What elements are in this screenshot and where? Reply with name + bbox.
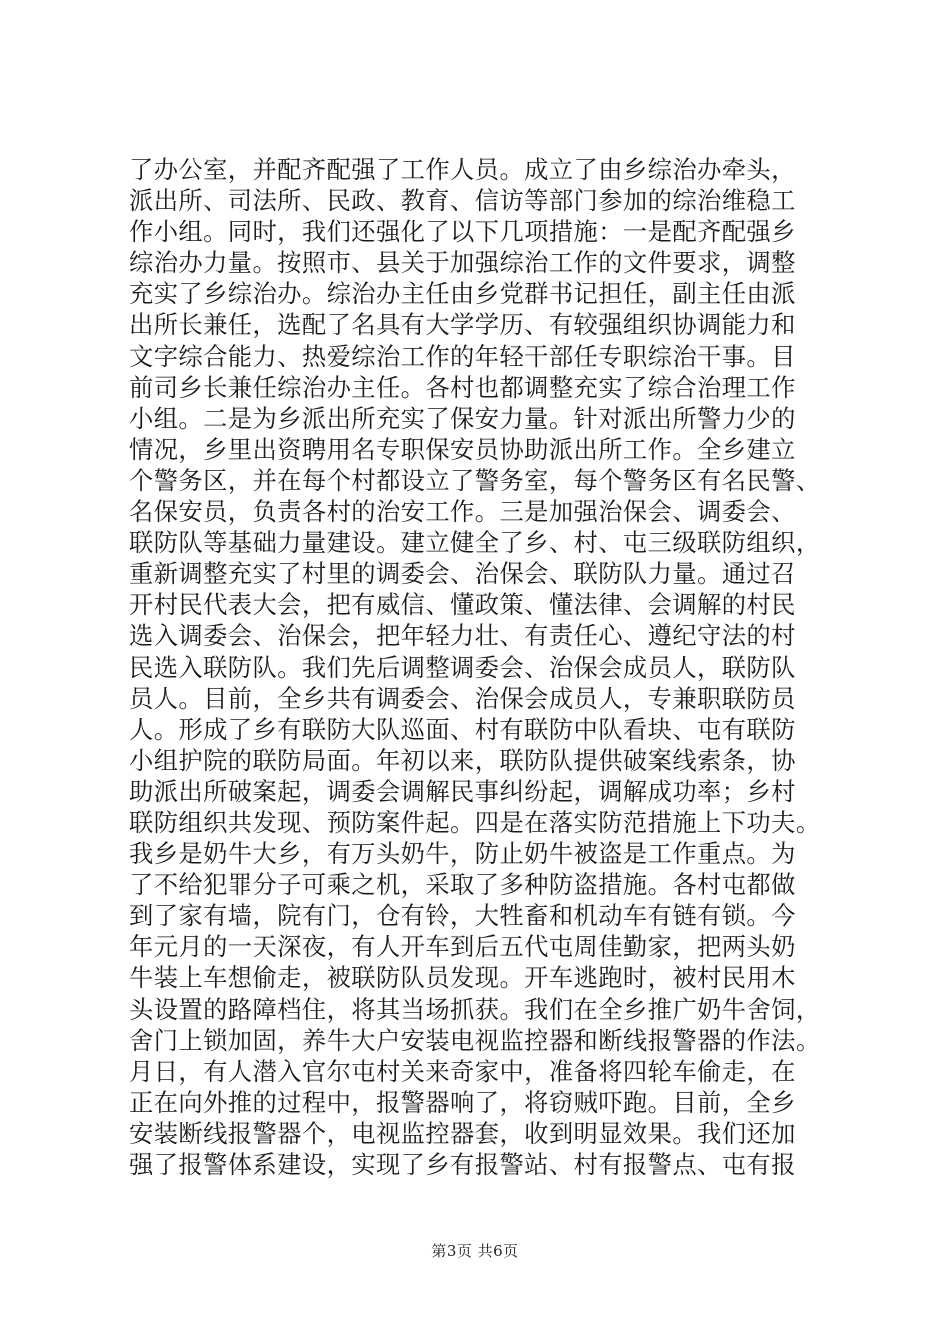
body-text [129, 154, 869, 1180]
text-line: 小组护院的联防局面。年初以来，联防队提供破案线索条，协 [129, 745, 796, 775]
text-line: 名保安员，负责各村的治安工作。三是加强治保会、调委会、 [129, 497, 796, 527]
text-line: 员人。目前，全乡共有调委会、治保会成员人，专兼职联防员 [129, 683, 796, 713]
text-line: 头设置的路障档住，将其当场抓获。我们在全乡推广奶牛舍饲， [129, 994, 821, 1024]
text-line: 出所长兼任，选配了名具有大学学历、有较强组织协调能力和 [129, 310, 796, 340]
text-line: 充实了乡综治办。综治办主任由乡党群书记担任，副主任由派 [129, 279, 796, 309]
text-line: 情况，乡里出资聘用名专职保安员协助派出所工作。全乡建立 [129, 434, 796, 464]
text-line: 正在向外推的过程中，报警器响了，将窃贼吓跑。目前，全乡 [129, 1087, 796, 1117]
page-footer: 第3页 共6页 [431, 1242, 519, 1260]
text-line: 强了报警体系建设，实现了乡有报警站、村有报警点、屯有报 [129, 1150, 796, 1179]
text-line: 个警务区，并在每个村都设立了警务室，每个警务区有名民警、 [129, 465, 821, 495]
text-line: 联防组织共发现、预防案件起。四是在落实防范措施上下功夫。 [129, 807, 821, 837]
text-line: 派出所、司法所、民政、教育、信访等部门参加的综治维稳工 [129, 186, 796, 216]
text-line: 重新调整充实了村里的调委会、治保会、联防队力量。通过召 [129, 559, 796, 589]
text-line: 我乡是奶牛大乡，有万头奶牛，防止奶牛被盗是工作重点。为 [129, 839, 796, 869]
text-line: 人。形成了乡有联防大队巡面、村有联防中队看块、屯有联防 [129, 714, 796, 744]
text-line: 牛装上车想偷走，被联防队员发现。开车逃跑时，被村民用木 [129, 963, 796, 993]
text-line: 综治办力量。按照市、县关于加强综治工作的文件要求，调整 [129, 248, 796, 278]
text-line: 选入调委会、治保会，把年轻力壮、有责任心、遵纪守法的村 [129, 621, 796, 651]
text-line: 舍门上锁加固，养牛大户安装电视监控器和断线报警器的作法。 [129, 1025, 821, 1055]
text-line: 月日，有人潜入官尔屯村关来奇家中，准备将四轮车偷走，在 [129, 1056, 796, 1086]
text-line: 年元月的一天深夜，有人开车到后五代屯周佳勤家，把两头奶 [129, 932, 796, 962]
text-line: 作小组。同时，我们还强化了以下几项措施：一是配齐配强乡 [129, 217, 796, 247]
text-line: 安装断线报警器个，电视监控器套，收到明显效果。我们还加 [129, 1118, 796, 1148]
text-line: 了办公室，并配齐配强了工作人员。成立了由乡综治办牵头， [129, 155, 796, 184]
text-line: 文字综合能力、热爱综治工作的年轻干部任专职综治干事。目 [129, 341, 796, 371]
text-line: 开村民代表大会，把有威信、懂政策、懂法律、会调解的村民 [129, 590, 796, 620]
text-line: 了不给犯罪分子可乘之机，采取了多种防盗措施。各村屯都做 [129, 870, 796, 900]
text-line: 到了家有墙，院有门，仓有铃，大牲畜和机动车有链有锁。今 [129, 901, 796, 931]
text-line: 联防队等基础力量建设。建立健全了乡、村、屯三级联防组织， [129, 528, 821, 558]
text-line: 小组。二是为乡派出所充实了保安力量。针对派出所警力少的 [129, 403, 796, 433]
text-line: 前司乡长兼任综治办主任。各村也都调整充实了综合治理工作 [129, 372, 796, 402]
text-line: 助派出所破案起，调委会调解民事纠纷起，调解成功率；乡村 [129, 776, 796, 806]
text-line: 民选入联防队。我们先后调整调委会、治保会成员人，联防队 [129, 652, 796, 682]
